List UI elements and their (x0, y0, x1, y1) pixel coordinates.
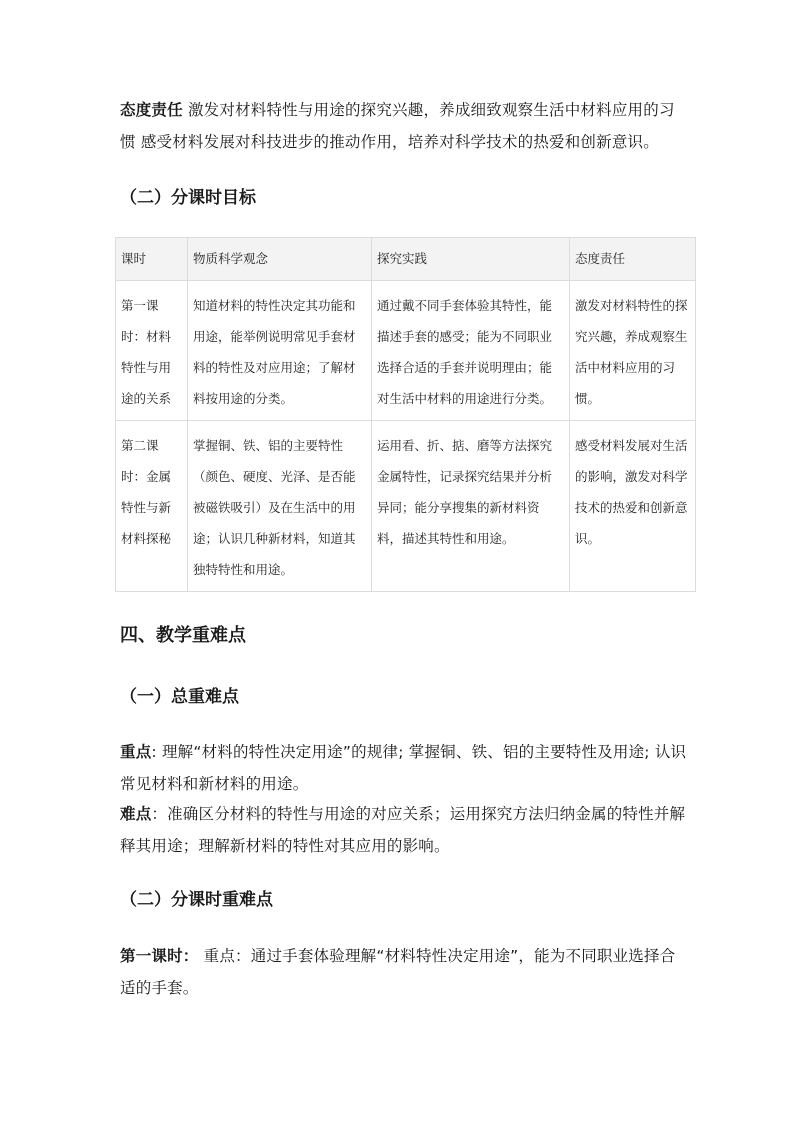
table-cell-attitude: 感受材料发展对生活的影响，激发对科学技术的热爱和创新意识。 (570, 421, 696, 592)
attitude-text: 激发对材料特性与用途的探究兴趣，养成细致观察生活中材料应用的习惯 感受材料发展对科技进步的推动作用，培养对科学技术的热爱和创新意识。 (120, 101, 675, 151)
key-points-heading: 四、教学重难点 (120, 625, 246, 646)
table-cell-lesson: 第一课时：材料特性与用途的关系 (116, 281, 188, 421)
table-cell-lesson: 第二课时：金属特性与新材料探秘 (116, 421, 188, 592)
table-cell-attitude: 激发对材料特性的探究兴趣，养成观察生活中材料应用的习惯。 (570, 281, 696, 421)
overall-points-heading: （一）总重难点 (120, 687, 239, 707)
difficult-point-label: 难点 (120, 805, 152, 823)
table-cell-practice: 运用看、折、掂、磨等方法探究金属特性，记录探究结果并分析异同；能分享搜集的新材料资料，描述其特性和用途。 (372, 421, 570, 592)
difficult-point-text: ：准确区分材料的特性与用途的对应关系；运用探究方法归纳金属的特性并解释其用途；理解新材料的特性对其应用的影响。 (120, 805, 686, 855)
table-row (116, 281, 696, 421)
lesson-points-heading: （二）分课时重难点 (120, 890, 273, 910)
table-cell-concept: 知道材料的特性决定其功能和用途，能举例说明常见手套材料的特性及对应用途；了解材料按用途的分类。 (188, 281, 372, 421)
lesson-goals-table (115, 237, 696, 592)
attitude-label: 态度责任 (120, 101, 183, 119)
key-point-label: 重点 (120, 743, 152, 761)
table-header-row (116, 238, 696, 281)
table-header-cell: 课时 (116, 238, 188, 281)
table-cell-practice: 通过戴不同手套体验其特性，能描述手套的感受；能为不同职业选择合适的手套并说明理由；能对生活中材料的用途进行分类。 (372, 281, 570, 421)
table-header-cell: 态度责任 (570, 238, 696, 281)
lesson-one-label: 第一课时： (120, 947, 199, 965)
attitude-paragraph (120, 94, 690, 158)
key-point-text: : 理解“材料的特性决定用途”的规律; 掌握铜、铁、铝的主要特性及用途; 认识常见材料和新材料的用途。 (120, 743, 687, 793)
difficult-point-paragraph (120, 798, 690, 862)
table-header-cell: 物质科学观念 (188, 238, 372, 281)
lesson-one-text: 重点：通过手套体验理解“材料特性决定用途”，能为不同职业选择合适的手套。 (120, 947, 676, 997)
table-cell-concept: 掌握铜、铁、铝的主要特性（颜色、硬度、光泽、是否能被磁铁吸引）及在生活中的用途；认识几种新材料，知道其独特特性和用途。 (188, 421, 372, 592)
key-point-paragraph (120, 736, 690, 800)
lesson-goals-heading: （二）分课时目标 (120, 188, 256, 208)
lesson-one-paragraph (120, 940, 690, 1004)
table-header-cell: 探究实践 (372, 238, 570, 281)
table-row (116, 421, 696, 592)
